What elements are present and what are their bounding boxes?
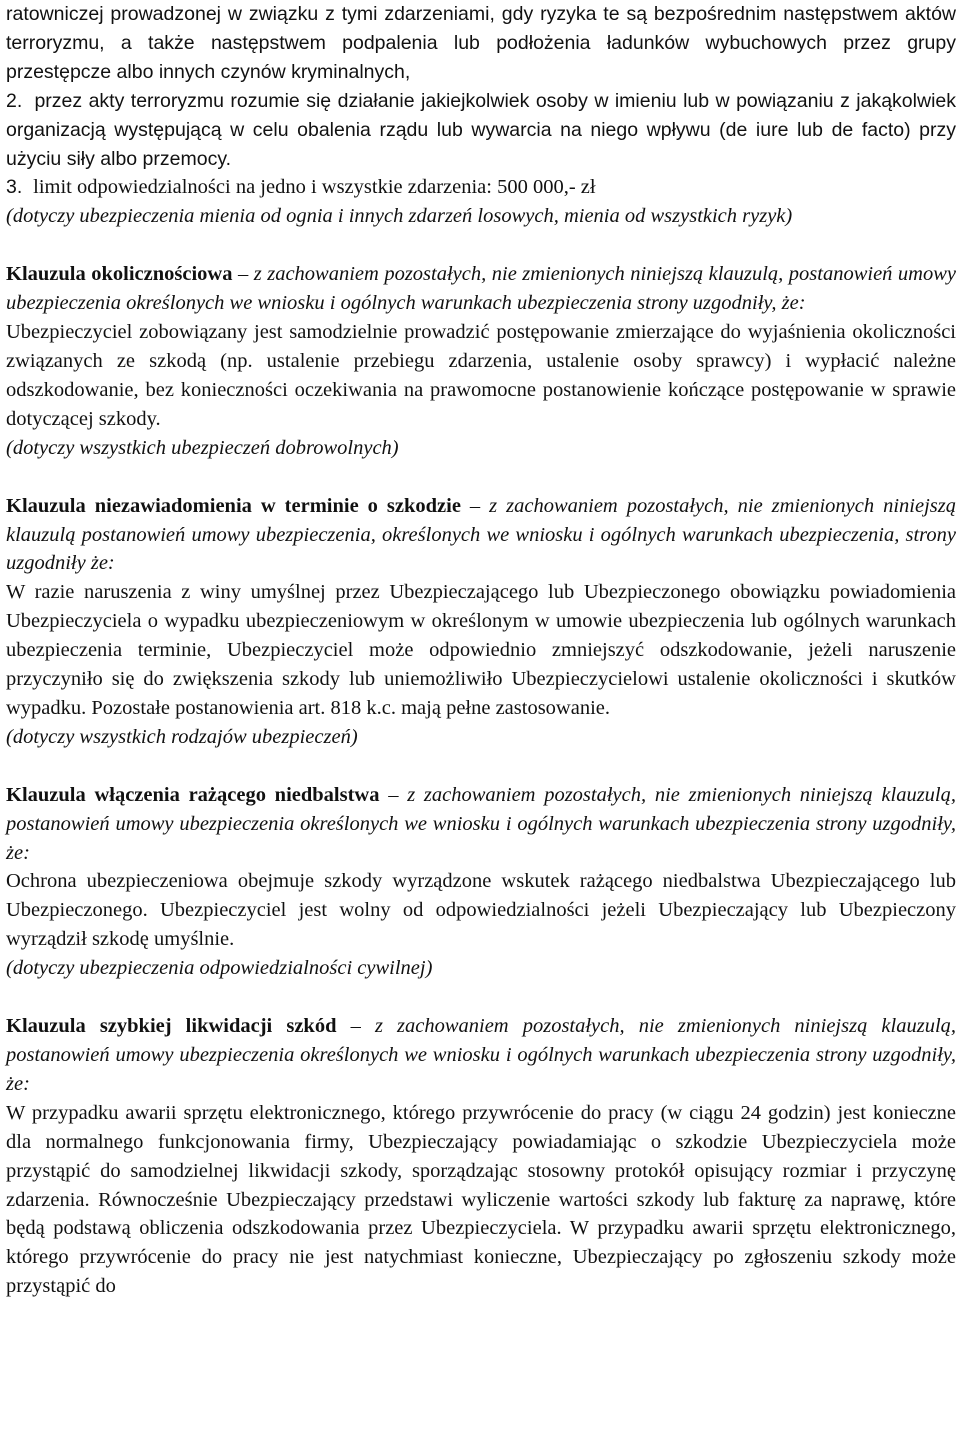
section-spacer [6, 463, 956, 492]
list-item-3-number: 3. [6, 176, 23, 199]
clause-intro-text: – z zachowaniem pozostałych, nie zmienionych niniejszą klauzulą, postanowień umowy ubezpieczenia określonych we wniosku i ogólnych warunkach ubezpieczenia strony uzgodniły, że: [6, 263, 956, 315]
clause-intro [6, 1012, 956, 1099]
clause-body: W przypadku awarii sprzętu elektronicznego, którego przywrócenie do pracy (w ciągu 24 godzin) jest konieczne dla normalnego funkcjonowania firmy, Ubezpieczający powiadamiając o szkodzie Ubezpieczyciela może przystąpić do samodzielnej likwidacji szkody, sporządzając stosowny protokół opisujący rozmiar i przyczynę zdarzenia. Równocześnie Ubezpieczający przedstawi wyliczenie wartości szkody lub fakturę za naprawę, które będą podstawą obliczenia odszkodowania przez Ubezpieczyciela. W przypadku awarii sprzętu elektronicznego, którego przywrócenie do pracy nie jest natychmiast konieczne, Ubezpieczający po zgłoszeniu szkody może przystąpić do [6, 1101, 956, 1298]
list-item-3 [6, 173, 956, 202]
clause-body: W razie naruszenia z winy umyślnej przez Ubezpieczającego lub Ubezpieczonego obowiązku powiadomienia Ubezpieczyciela o wypadku ubezpieczeniowym w określonym w umowie ubezpieczenia lub ogólnych warunkach ubezpieczenia terminie, Ubezpieczyciel może odpowiednio zmniejszyć odszkodowanie, jeżeli naruszenie przyczyniło się do zwiększenia szkody lub uniemożliwiło Ubezpieczycielowi ustalenie okoliczności i skutków wypadku. Pozostałe postanowienia art. 818 k.c. mają pełne zastosowanie. [6, 581, 956, 719]
scope-note: (dotyczy ubezpieczenia mienia od ognia i innych zdarzeń losowych, mienia od wszystkich ryzyk) [6, 205, 793, 228]
clause-intro-text: – z zachowaniem pozostałych, nie zmienionych niniejszą klauzulą, postanowień umowy ubezpieczenia określonych we wniosku i ogólnych warunkach ubezpieczenia strony uzgodniły, że: [6, 1015, 957, 1095]
clause-body: Ubezpieczyciel zobowiązany jest samodzielnie prowadzić postępowanie zmierzające do wyjaśnienia okoliczności związanych ze szkodą (np. ustalenie przebiegu zdarzenia, ustalenie osoby sprawcy) i wypłacić należne odszkodowanie, bez konieczności oczekiwania na prawomocne postanowienie kończące postępowanie w sprawie dotyczącej szkody. [6, 321, 956, 430]
intro-continuation: ratowniczej prowadzonej w związku z tymi zdarzeniami, gdy ryzyka te są bezpośrednim następstwem aktów terroryzmu, a także następstwem podpalenia lub podłożenia ładunków wybuchowych przez grupy przestępcze albo innych czynów kryminalnych, [6, 3, 956, 83]
clause-title: Klauzula włączenia rażącego niedbalstwa [6, 783, 380, 806]
list-item-2-number: 2. [6, 89, 23, 112]
list-item-2 [6, 87, 956, 174]
clause-intro [6, 492, 956, 579]
clause-title: Klauzula okolicznościowa [6, 263, 233, 286]
list-item-3-text: limit odpowiedzialności na jedno i wszystkie zdarzenia: 500 000,- zł [33, 176, 596, 199]
list-item-2-text: przez akty terroryzmu rozumie się działanie jakiejkolwiek osoby w imieniu lub w powiązaniu z jakąkolwiek organizacją występującą w celu obalenia rządu lub wywarcia na niego wpływu (de iure lub de facto) przy użyciu siły albo przemocy. [6, 89, 956, 170]
clause-intro [6, 260, 956, 318]
clause-intro-text: – z zachowaniem pozostałych, nie zmienionych niniejszą klauzulą postanowień umowy ubezpieczenia, określonych we wniosku i ogólnych warunkach ubezpieczenia, strony uzgodniły że: [6, 494, 957, 575]
clause-note: (dotyczy ubezpieczenia odpowiedzialności cywilnej) [6, 957, 433, 980]
clause-intro [6, 781, 956, 868]
clause-note: (dotyczy wszystkich rodzajów ubezpieczeń) [6, 725, 358, 748]
clause-intro-text: – z zachowaniem pozostałych, nie zmienionych niniejszą klauzulą, postanowień umowy ubezpieczenia określonych we wniosku i ogólnych warunkach ubezpieczenia strony uzgodniły, że: [6, 783, 956, 864]
clause-title: Klauzula szybkiej likwidacji szkód [6, 1015, 337, 1038]
clause-title: Klauzula niezawiadomienia w terminie o szkodzie [6, 494, 461, 517]
section-spacer [6, 231, 956, 260]
clause-body: Ochrona ubezpieczeniowa obejmuje szkody wyrządzone wskutek rażącego niedbalstwa Ubezpieczającego lub Ubezpieczonego. Ubezpieczyciel jest wolny od odpowiedzialności jeżeli Ubezpieczający lub Ubezpieczony wyrządził szkodę umyślnie. [6, 870, 956, 951]
clause-note: (dotyczy wszystkich ubezpieczeń dobrowolnych) [6, 436, 399, 459]
section-spacer [6, 983, 956, 1012]
section-spacer [6, 752, 956, 781]
